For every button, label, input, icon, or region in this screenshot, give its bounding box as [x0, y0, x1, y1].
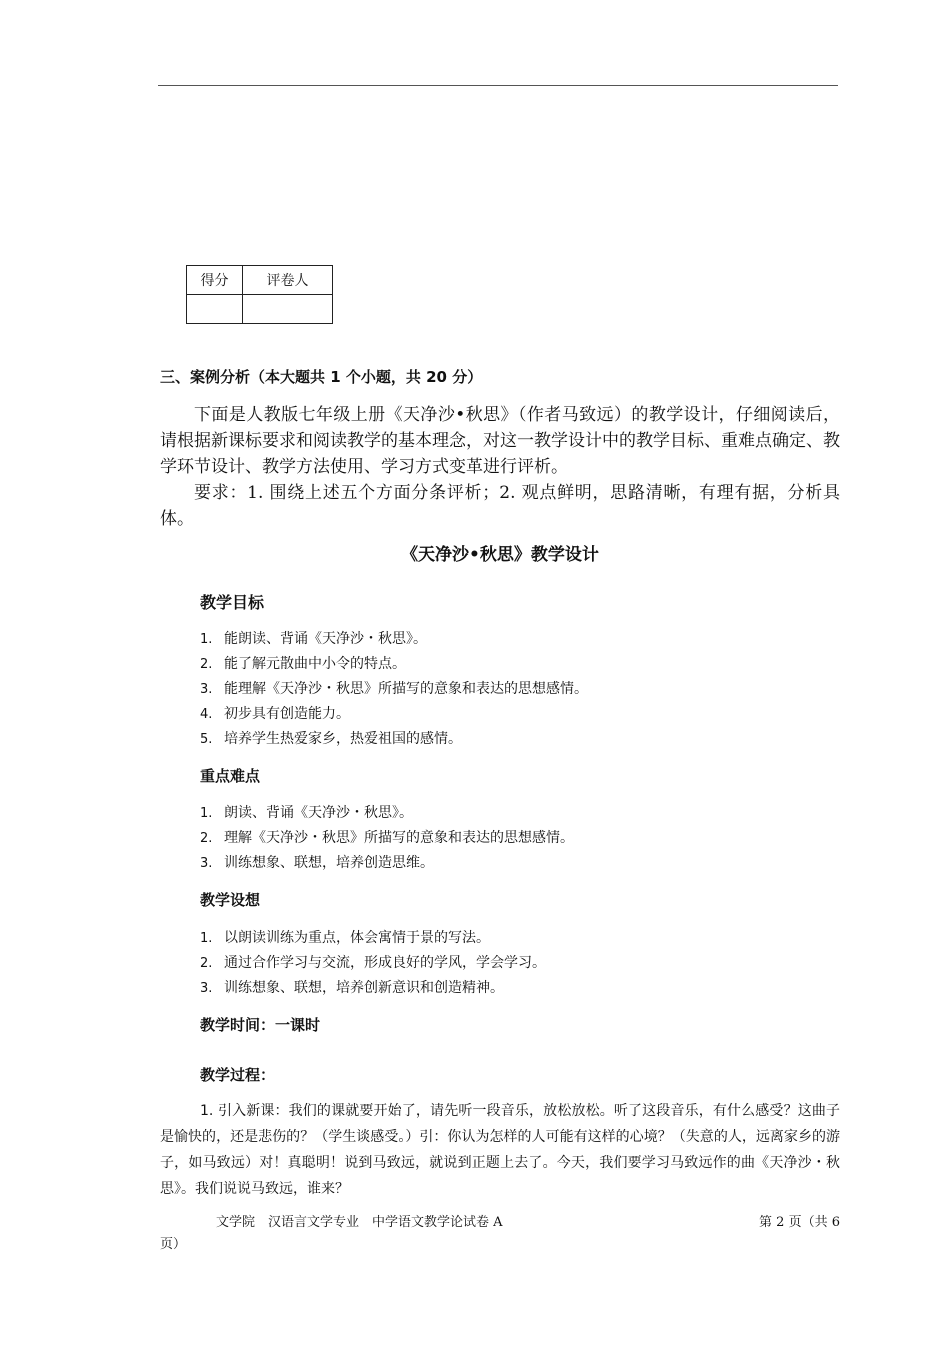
- process-heading: 教学过程：: [200, 1066, 276, 1084]
- grader-label: 评卷人: [243, 266, 333, 295]
- key-points-list: [200, 801, 574, 876]
- requirement-paragraph: 要求：1. 围绕上述五个方面分条评析；2. 观点鲜明，思路清晰，有理有据，分析具体。: [160, 483, 840, 529]
- list-item: 1. 以朗读训练为重点，体会寓情于景的写法。: [200, 930, 490, 946]
- section-title: 三、案例分析（本大题共 1 个小题，共 20 分）: [160, 368, 483, 386]
- list-item: 1. 朗读、背诵《天净沙・秋思》。: [200, 805, 413, 821]
- header-rule: [158, 85, 838, 86]
- goals-heading: 教学目标: [200, 593, 265, 612]
- score-cell: [187, 295, 243, 324]
- footer-course: 文学院 汉语言文学专业 中学语文教学论试卷 A: [216, 1215, 503, 1230]
- list-item: 5. 培养学生热爱家乡，热爱祖国的感情。: [200, 731, 462, 747]
- key-points-heading: 重点难点: [200, 767, 261, 785]
- list-item: 1. 能朗读、背诵《天净沙・秋思》。: [200, 631, 427, 647]
- footer-page-number-cont: 页）: [160, 1237, 187, 1252]
- intro-paragraph: 下面是人教版七年级上册《天净沙•秋思》（作者马致远）的教学设计，仔细阅读后，请根据新课标要求和阅读教学的基本理念，对这一教学设计中的教学目标、重难点确定、教学环节设计、教学方法使用、学习方式变革进行评析。: [160, 405, 840, 477]
- list-item: 2. 理解《天净沙・秋思》所描写的意象和表达的思想感情。: [200, 830, 574, 846]
- design-title: 《天净沙•秋思》教学设计: [401, 545, 599, 565]
- score-table: [186, 265, 333, 324]
- process-step-1: 1. 引入新课：我们的课就要开始了，请先听一段音乐，放松放松。听了这段音乐，有什么感受？这曲子是愉快的，还是悲伤的？（学生谈感受。）引：你认为怎样的人可能有这样的心境？（失意的人，远离家乡的游子，如马致远）对！真聪明！说到马致远，就说到正题上去了。今天，我们要学习马致远作的曲《天净沙・秋思》。我们说说马致远，谁来？: [160, 1103, 840, 1197]
- page-footer: [160, 1212, 840, 1256]
- list-item: 2. 能了解元散曲中小令的特点。: [200, 656, 406, 672]
- ideas-list: [200, 926, 546, 1001]
- list-item: 2. 通过合作学习与交流，形成良好的学风，学会学习。: [200, 955, 546, 971]
- teaching-time: 教学时间：一课时: [200, 1016, 321, 1034]
- list-item: 4. 初步具有创造能力。: [200, 706, 350, 722]
- list-item: 3. 训练想象、联想，培养创造思维。: [200, 855, 434, 871]
- score-label: 得分: [187, 266, 243, 295]
- goals-list: [200, 627, 588, 752]
- ideas-heading: 教学设想: [200, 891, 261, 909]
- list-item: 3. 训练想象、联想，培养创新意识和创造精神。: [200, 980, 504, 996]
- grader-cell: [243, 295, 333, 324]
- list-item: 3. 能理解《天净沙・秋思》所描写的意象和表达的思想感情。: [200, 681, 588, 697]
- footer-page-number: 第 2 页（共 6: [759, 1215, 840, 1230]
